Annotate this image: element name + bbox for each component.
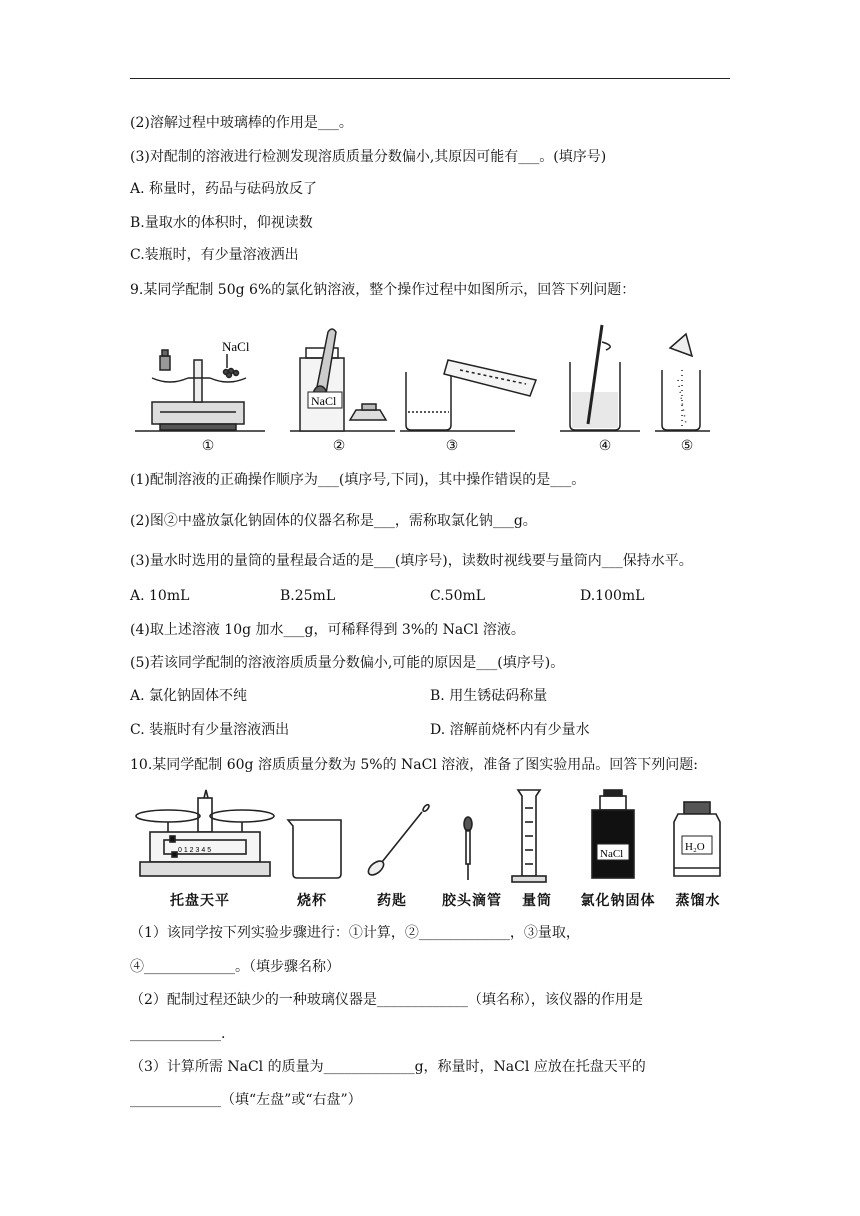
q10-figure: [130, 788, 730, 888]
q10-sub3-part2: _____________（填“左盘”或“右盘”）: [130, 1092, 362, 1108]
q9-sub2: (2)图②中盛放氯化钠固体的仪器名称是___，需称取氯化钠___g。: [130, 513, 537, 529]
caption-beaker: 烧杯: [297, 893, 327, 909]
balance-weighing-icon: [135, 350, 265, 431]
fig9-label-3: ③: [445, 438, 459, 454]
q9-sub3-option-a: A. 10mL: [130, 588, 190, 604]
nacl-bottle-icon: [592, 790, 634, 878]
q9-sub3-option-b: B.25mL: [280, 588, 336, 604]
q9-sub3-option-d: D.100mL: [580, 588, 645, 604]
q10-sub1-part1: （1）该同学按下列实验步骤进行：①计算，②_____________，③量取，: [130, 925, 580, 941]
q8-option-c: C.装瓶时，有少量溶液洒出: [130, 247, 299, 263]
q9-sub1: (1)配制溶液的正确操作顺序为___(填序号,下同)，其中操作错误的是___。: [130, 472, 586, 488]
q9-sub4: (4)取上述溶液 10g 加水___g，可稀释得到 3%的 NaCl 溶液。: [130, 622, 525, 638]
q9-sub5-option-c: C. 装瓶时有少量溶液洒出: [130, 722, 290, 738]
header-rule: [130, 78, 730, 79]
nacl-bottle-label: NaCl: [600, 848, 624, 860]
q9-figure: [130, 320, 730, 460]
nacl-top-label: NaCl: [222, 339, 250, 354]
caption-dropper: 胶头滴管: [442, 893, 502, 909]
caption-balance: 托盘天平: [170, 893, 230, 909]
beaker-icon: [288, 820, 341, 878]
water-bottle-label: H₂O: [685, 841, 705, 853]
q9-sub5-option-b: B. 用生锈砝码称量: [430, 688, 548, 704]
q9-sub5-option-d: D. 溶解前烧杯内有少量水: [430, 722, 590, 738]
q8-sub3: (3)对配制的溶液进行检测发现溶质质量分数偏小,其原因可能有___。(填序号): [130, 149, 607, 165]
wide-mouth-bottle-icon: [290, 329, 395, 431]
fig9-label-5: ⑤: [680, 438, 694, 454]
q10-stem: 10.某同学配制 60g 溶质质量分数为 5%的 NaCl 溶液，准备了图实验用品。回答下列问题:: [130, 757, 699, 773]
pour-water-icon: [400, 360, 536, 431]
caption-cylinder: 量筒: [522, 893, 552, 909]
q10-sub2-part1: （2）配制过程还缺少的一种玻璃仪器是_____________（填名称），该仪器的作用是: [130, 992, 643, 1008]
q8-sub2: (2)溶解过程中玻璃棒的作用是___。: [130, 115, 353, 131]
caption-nacl: 氯化钠固体: [580, 893, 656, 909]
dropper-icon: [464, 817, 472, 880]
fig9-label-4: ④: [598, 438, 612, 454]
q9-stem: 9.某同学配制 50g 6%的氯化钠溶液，整个操作过程中如图所示，回答下列问题：: [130, 282, 636, 298]
q10-sub1-part2: ④_____________。（填步骤名称）: [130, 959, 340, 975]
q8-option-a: A. 称量时，药品与砝码放反了: [130, 181, 318, 197]
caption-spatula: 药匙: [377, 893, 407, 909]
add-solid-icon: [655, 334, 710, 431]
scale-ticks: 0 1 2 3 4 5: [178, 847, 212, 854]
q10-sub3-part1: （3）计算所需 NaCl 的质量为_____________g，称量时，NaCl 应放在托盘天平的: [130, 1059, 646, 1075]
nacl-jar-label: NaCl: [311, 394, 337, 408]
q9-sub5: (5)若该同学配制的溶液溶质质量分数偏小,可能的原因是___(填序号)。: [130, 655, 565, 671]
q10-equipment-drawing: [130, 788, 730, 888]
spatula-icon: [366, 804, 430, 878]
fig9-label-2: ②: [332, 438, 346, 454]
q9-sub3-option-c: C.50mL: [430, 588, 486, 604]
q9-sub5-option-a: A. 氯化钠固体不纯: [130, 688, 248, 704]
q8-option-b: B.量取水的体积时，仰视读数: [130, 215, 313, 231]
graduated-cylinder-icon: [512, 790, 546, 882]
caption-water: 蒸馏水: [675, 893, 721, 909]
q9-apparatus-drawing: [130, 320, 730, 460]
q9-sub3: (3)量水时选用的量筒的量程最合适的是___(填序号)，读数时视线要与量筒内___保持水平。: [130, 553, 693, 569]
q10-sub2-part2: _____________.: [130, 1026, 226, 1042]
tray-balance-icon: [136, 790, 274, 876]
fig9-label-1: ①: [201, 438, 215, 454]
stirring-beaker-icon: [560, 325, 640, 431]
